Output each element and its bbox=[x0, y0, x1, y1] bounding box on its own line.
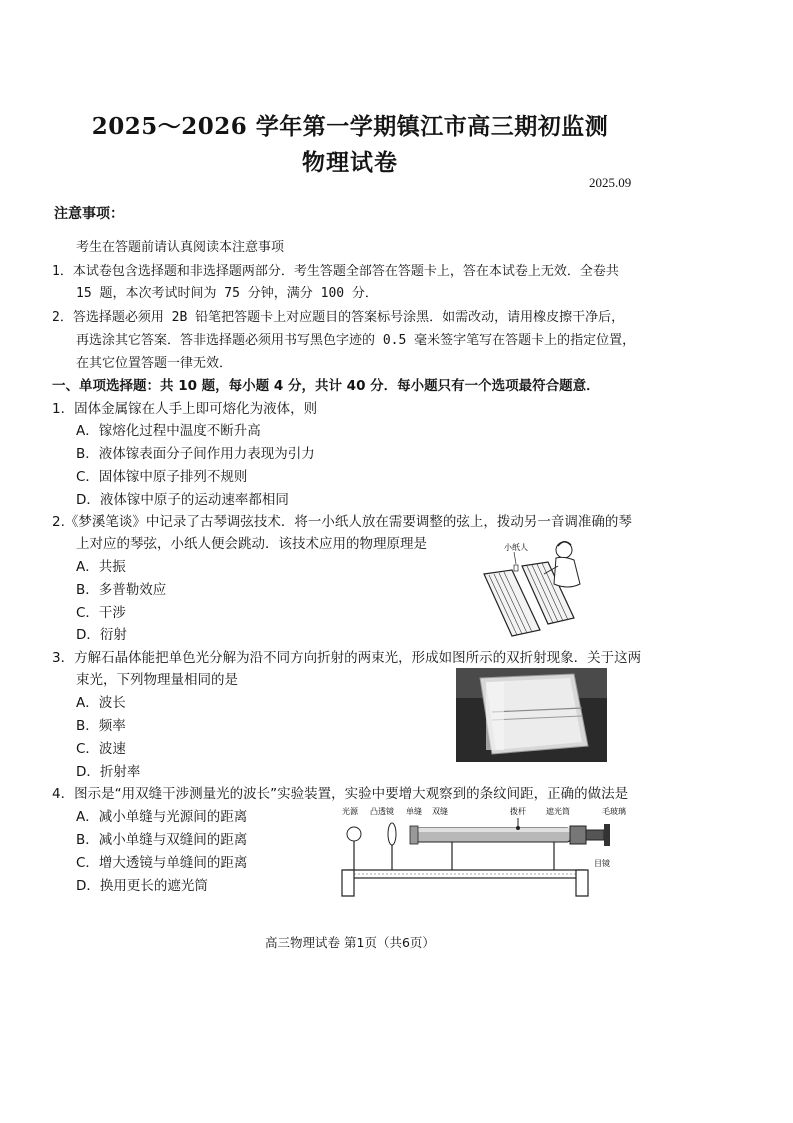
option-b: B．液体镓表面分子间作用力表现为引力 bbox=[76, 446, 315, 462]
option-b: B．多普勒效应 bbox=[76, 582, 167, 598]
question-stem: 2.《梦溪笔谈》中记录了古琴调弦技术．将一小纸人放在需要调整的弦上，拨动另一音调准确的琴 bbox=[52, 514, 632, 530]
notice-line: 1．本试卷包含选择题和非选择题两部分．考生答题全部答在答题卡上，答在本试卷上无效．全卷共 bbox=[52, 264, 619, 279]
exam-date: 2025.09 bbox=[589, 175, 632, 190]
option-b: B．频率 bbox=[76, 718, 126, 734]
label-single-slit: 单缝 bbox=[406, 807, 422, 816]
option-c: C．干涉 bbox=[76, 605, 126, 621]
option-a: A．减小单缝与光源间的距离 bbox=[76, 809, 248, 825]
page-title: 2025～2026 学年第一学期镇江市高三期初监测 bbox=[91, 113, 609, 140]
section-heading: 一、单项选择题：共 10 题，每小题 4 分，共计 40 分．每小题只有一个选项最符合题意． bbox=[52, 378, 600, 394]
notice-intro: 考生在答题前请认真阅读本注意事项 bbox=[76, 240, 285, 255]
label-ground-glass: 毛玻璃 bbox=[602, 807, 626, 816]
notice-line: 2．答选择题必须用 2B 铅笔把答题卡上对应题目的答案标号涂黑．如需改动，请用橡皮擦干净后， bbox=[52, 310, 625, 325]
question-stem: 1．固体金属镓在人手上即可熔化为液体，则 bbox=[52, 401, 318, 417]
option-d: D．液体镓中原子的运动速率都相同 bbox=[76, 492, 289, 508]
notice-line: 15 题，本次考试时间为 75 分钟，满分 100 分． bbox=[76, 286, 378, 301]
option-d: D．换用更长的遮光筒 bbox=[76, 878, 208, 894]
notice-heading: 注意事项： bbox=[54, 206, 124, 222]
question-stem: 4．图示是“用双缝干涉测量光的波长”实验装置，实验中要增大观察到的条纹间距，正确的做法是 bbox=[52, 786, 629, 802]
option-c: C．波速 bbox=[76, 741, 126, 757]
page-subtitle: 物理试卷 bbox=[302, 149, 398, 176]
label-convex-lens: 凸透镜 bbox=[370, 807, 394, 816]
page-footer: 高三物理试卷 第1页（共6页） bbox=[265, 935, 435, 950]
double-slit-apparatus bbox=[332, 804, 632, 904]
question-stem: 3．方解石晶体能把单色光分解为沿不同方向折射的两束光，形成如图所示的双折射现象．关于这两 bbox=[52, 650, 642, 666]
notice-line: 再选涂其它答案．答非选择题必须用书写黑色字迹的 0.5 毫米签字笔写在答题卡上的指定位置， bbox=[76, 333, 636, 348]
notice-line: 在其它位置答题一律无效． bbox=[76, 356, 233, 371]
guqin-figure bbox=[478, 536, 590, 640]
calcite-crystal-photo bbox=[456, 668, 607, 762]
option-c: C．增大透镜与单缝间的距离 bbox=[76, 855, 248, 871]
option-d: D．衍射 bbox=[76, 627, 127, 643]
option-a: A．共振 bbox=[76, 559, 126, 575]
option-b: B．减小单缝与双缝间的距离 bbox=[76, 832, 248, 848]
option-a: A．波长 bbox=[76, 695, 126, 711]
option-a: A．镓熔化过程中温度不断升高 bbox=[76, 423, 261, 439]
label-eyepiece: 目镜 bbox=[594, 859, 610, 868]
label-light-tube: 遮光筒 bbox=[546, 807, 570, 816]
option-c: C．固体镓中原子排列不规则 bbox=[76, 469, 248, 485]
label-double-slit: 双缝 bbox=[432, 807, 448, 816]
label-light-source: 光源 bbox=[342, 807, 358, 816]
figure-label-paper-man: 小纸人 bbox=[504, 543, 528, 552]
question-stem-cont: 束光，下列物理量相同的是 bbox=[76, 672, 238, 688]
label-lever: 拨杆 bbox=[510, 807, 526, 816]
option-d: D．折射率 bbox=[76, 764, 141, 780]
question-stem-cont: 上对应的琴弦，小纸人便会跳动．该技术应用的物理原理是 bbox=[76, 536, 427, 552]
